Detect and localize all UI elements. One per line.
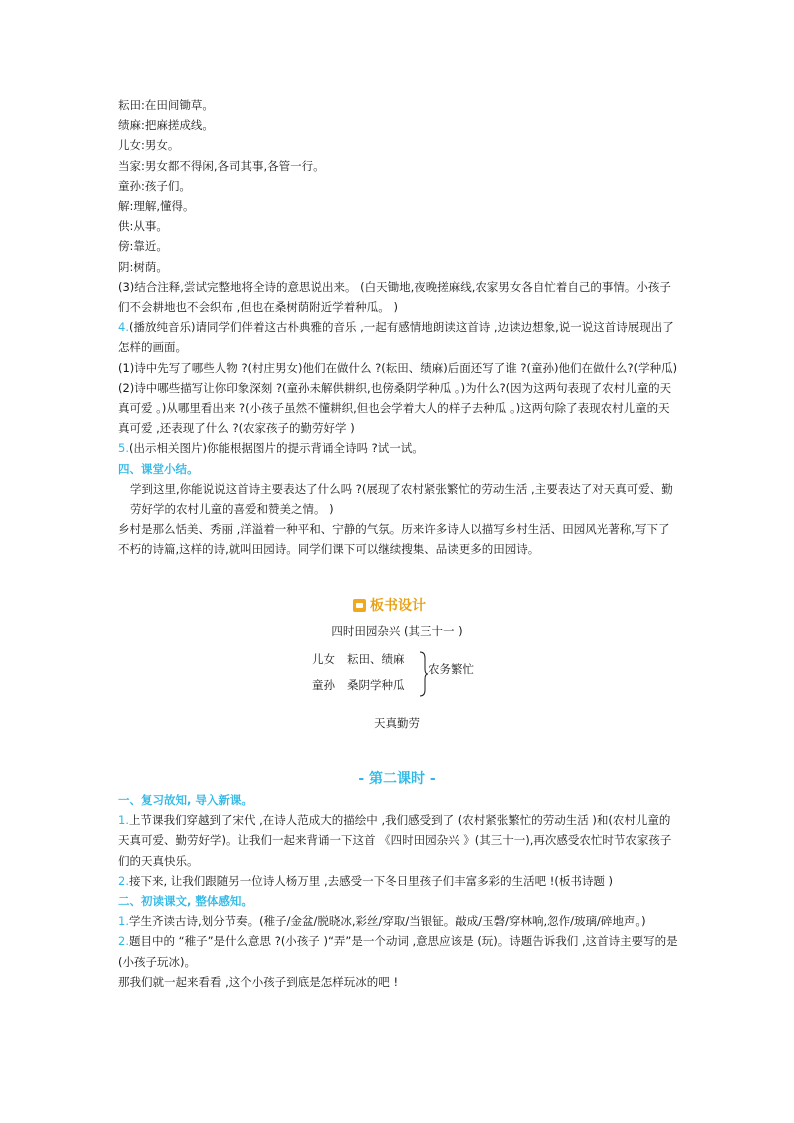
step-5-text: (出示相关图片)你能根据图片的提示背诵全诗吗 ?试一试。 — [128, 441, 424, 456]
note-yuntian: 耘田:在田间锄草。 — [118, 98, 214, 112]
board-footer: 天真勤劳 — [374, 716, 420, 730]
board-row-1-left: 儿女 — [312, 652, 335, 666]
lesson2-section-2-heading: 二、初读课文, 整体感知。 — [118, 894, 253, 909]
step-number: 1. — [118, 813, 129, 828]
note-bang: 傍:靠近。 — [118, 239, 168, 254]
step-number: 5. — [118, 441, 129, 456]
lesson2-step-4-text: 题目中的 “稚子”是什么意思 ?(小孩子 )“弄”是一个动词 ,意思应该是 (玩)。诗题告诉我们 ,这首诗主要写的是(小孩子玩冰)。 — [118, 934, 678, 969]
note-jie: 解:理解,懂得。 — [118, 199, 195, 214]
lesson2-closing: 那我们就一起来看看 ,这个小孩子到底是怎样玩冰的吧 ! — [118, 974, 399, 989]
note-tongsun: 童孙:孩子们。 — [118, 178, 191, 193]
section-summary-heading: 四、课堂小结。 — [118, 461, 199, 476]
lesson2-step-1-text: 上节课我们穿越到了宋代 ,在诗人范成大的描绘中 ,我们感受到了 (农村紧张繁忙的劳动生活 )和(农村儿童的天真可爱、勤劳好学)。让我们一起来背诵一下这首 《四时田园杂兴 》(其三十一),再次感受农忙时节农家孩子们的天真快乐。 — [118, 813, 672, 868]
note-ernv: 儿女:男女。 — [118, 138, 180, 153]
lesson2-content — [118, 790, 678, 992]
step-number: 1. — [118, 914, 129, 929]
lesson2-step-2 — [118, 871, 678, 891]
step-number: 4. — [118, 320, 129, 335]
board-icon — [353, 599, 366, 612]
lesson2-step-3-text: 学生齐读古诗,划分节奏。(稚子/金盆/脱晓冰,彩丝/穿取/当银钲。敲成/玉磬/穿林响,忽作/玻璃/碎地声。) — [128, 914, 646, 929]
question-2: (2)诗中哪些描写让你印象深刻 ?(童孙未解供耕织,也傍桑阴学种瓜 。)为什么?(因为这两句表现了农村儿童的天真可爱 。)从哪里看出来 ?(小孩子虽然不懂耕织,但也会学着大人的样子去种瓜 。)这两句除了表现农村儿童的天真可爱 ,还表现了什么 ?(农家孩子的勤劳好学 ) — [118, 380, 672, 436]
note-yin: 阴:树荫。 — [118, 259, 168, 274]
summary-paragraph-2: 乡村是那么恬美、秀丽 ,洋溢着一种平和、宁静的气氛。历来许多诗人以描写乡村生活、田园风光著称,写下了不朽的诗篇,这样的诗,就叫田园诗。同学们课下可以继续搜集、品读更多的田园诗。 — [118, 522, 670, 557]
lesson2-step-2-text: 接下来, 让我们跟随另一位诗人杨万里 ,去感受一下冬日里孩子们丰富多彩的生活吧 !(板书诗题 ) — [128, 873, 613, 888]
board-row-2-right: 桑阴学种瓜 — [347, 678, 405, 692]
board-row-1 — [312, 651, 405, 667]
board-title — [353, 595, 426, 615]
lesson1-content — [118, 95, 678, 560]
step-3-paraphrase: (3)结合注释,尝试完整地将全诗的意思说出来。 (白天锄地,夜晚搓麻线,农家男女各自忙着自己的事情。小孩子们不会耕地也不会织布 ,但也在桑树荫附近学着种瓜。 ) — [118, 279, 671, 315]
lesson2-section-1-heading: 一、复习故知, 导入新课。 — [118, 793, 253, 807]
question-1: (1)诗中先写了哪些人物 ?(村庄男女)他们在做什么 ?(耘田、绩麻)后面还写了谁 ?(童孙)他们在做什么?(学种瓜) — [118, 360, 678, 375]
note-dangjia: 当家:男女都不得闲,各司其事,各管一行。 — [118, 158, 325, 173]
summary-paragraph-1: 学到这里,你能说说这首诗主要表达了什么吗 ?(展现了农村紧张繁忙的劳动生活 ,主要表达了对天真可爱、勤劳好学的农村儿童的喜爱和赞美之情。 ) — [130, 481, 673, 517]
board-title-text: 板书设计 — [370, 598, 426, 614]
step-number: 2. — [118, 873, 129, 888]
note-gong: 供:从事。 — [118, 219, 168, 234]
board-row-2 — [312, 677, 405, 693]
step-5-images — [118, 438, 678, 458]
board-poem-title: 四时田园杂兴 (其三十一 ) — [331, 624, 463, 638]
step-4-text: (播放纯音乐)请同学们伴着这古朴典雅的音乐 ,一起有感情地朗读这首诗 ,边读边想象,说一说这首诗展现出了怎样的画面。 — [118, 320, 674, 355]
lesson-2-title: - 第二课时 - — [358, 771, 436, 787]
lesson2-step-1 — [118, 810, 678, 871]
lesson2-step-3 — [118, 911, 678, 931]
step-4-recite — [118, 317, 678, 357]
board-row-2-left: 童孙 — [312, 678, 335, 692]
board-summary: 农务繁忙 — [428, 662, 474, 676]
step-number: 2. — [118, 934, 129, 949]
lesson2-step-4 — [118, 931, 678, 971]
note-jima: 绩麻:把麻搓成线。 — [118, 118, 214, 133]
board-row-1-right: 耘田、绩麻 — [347, 652, 405, 666]
